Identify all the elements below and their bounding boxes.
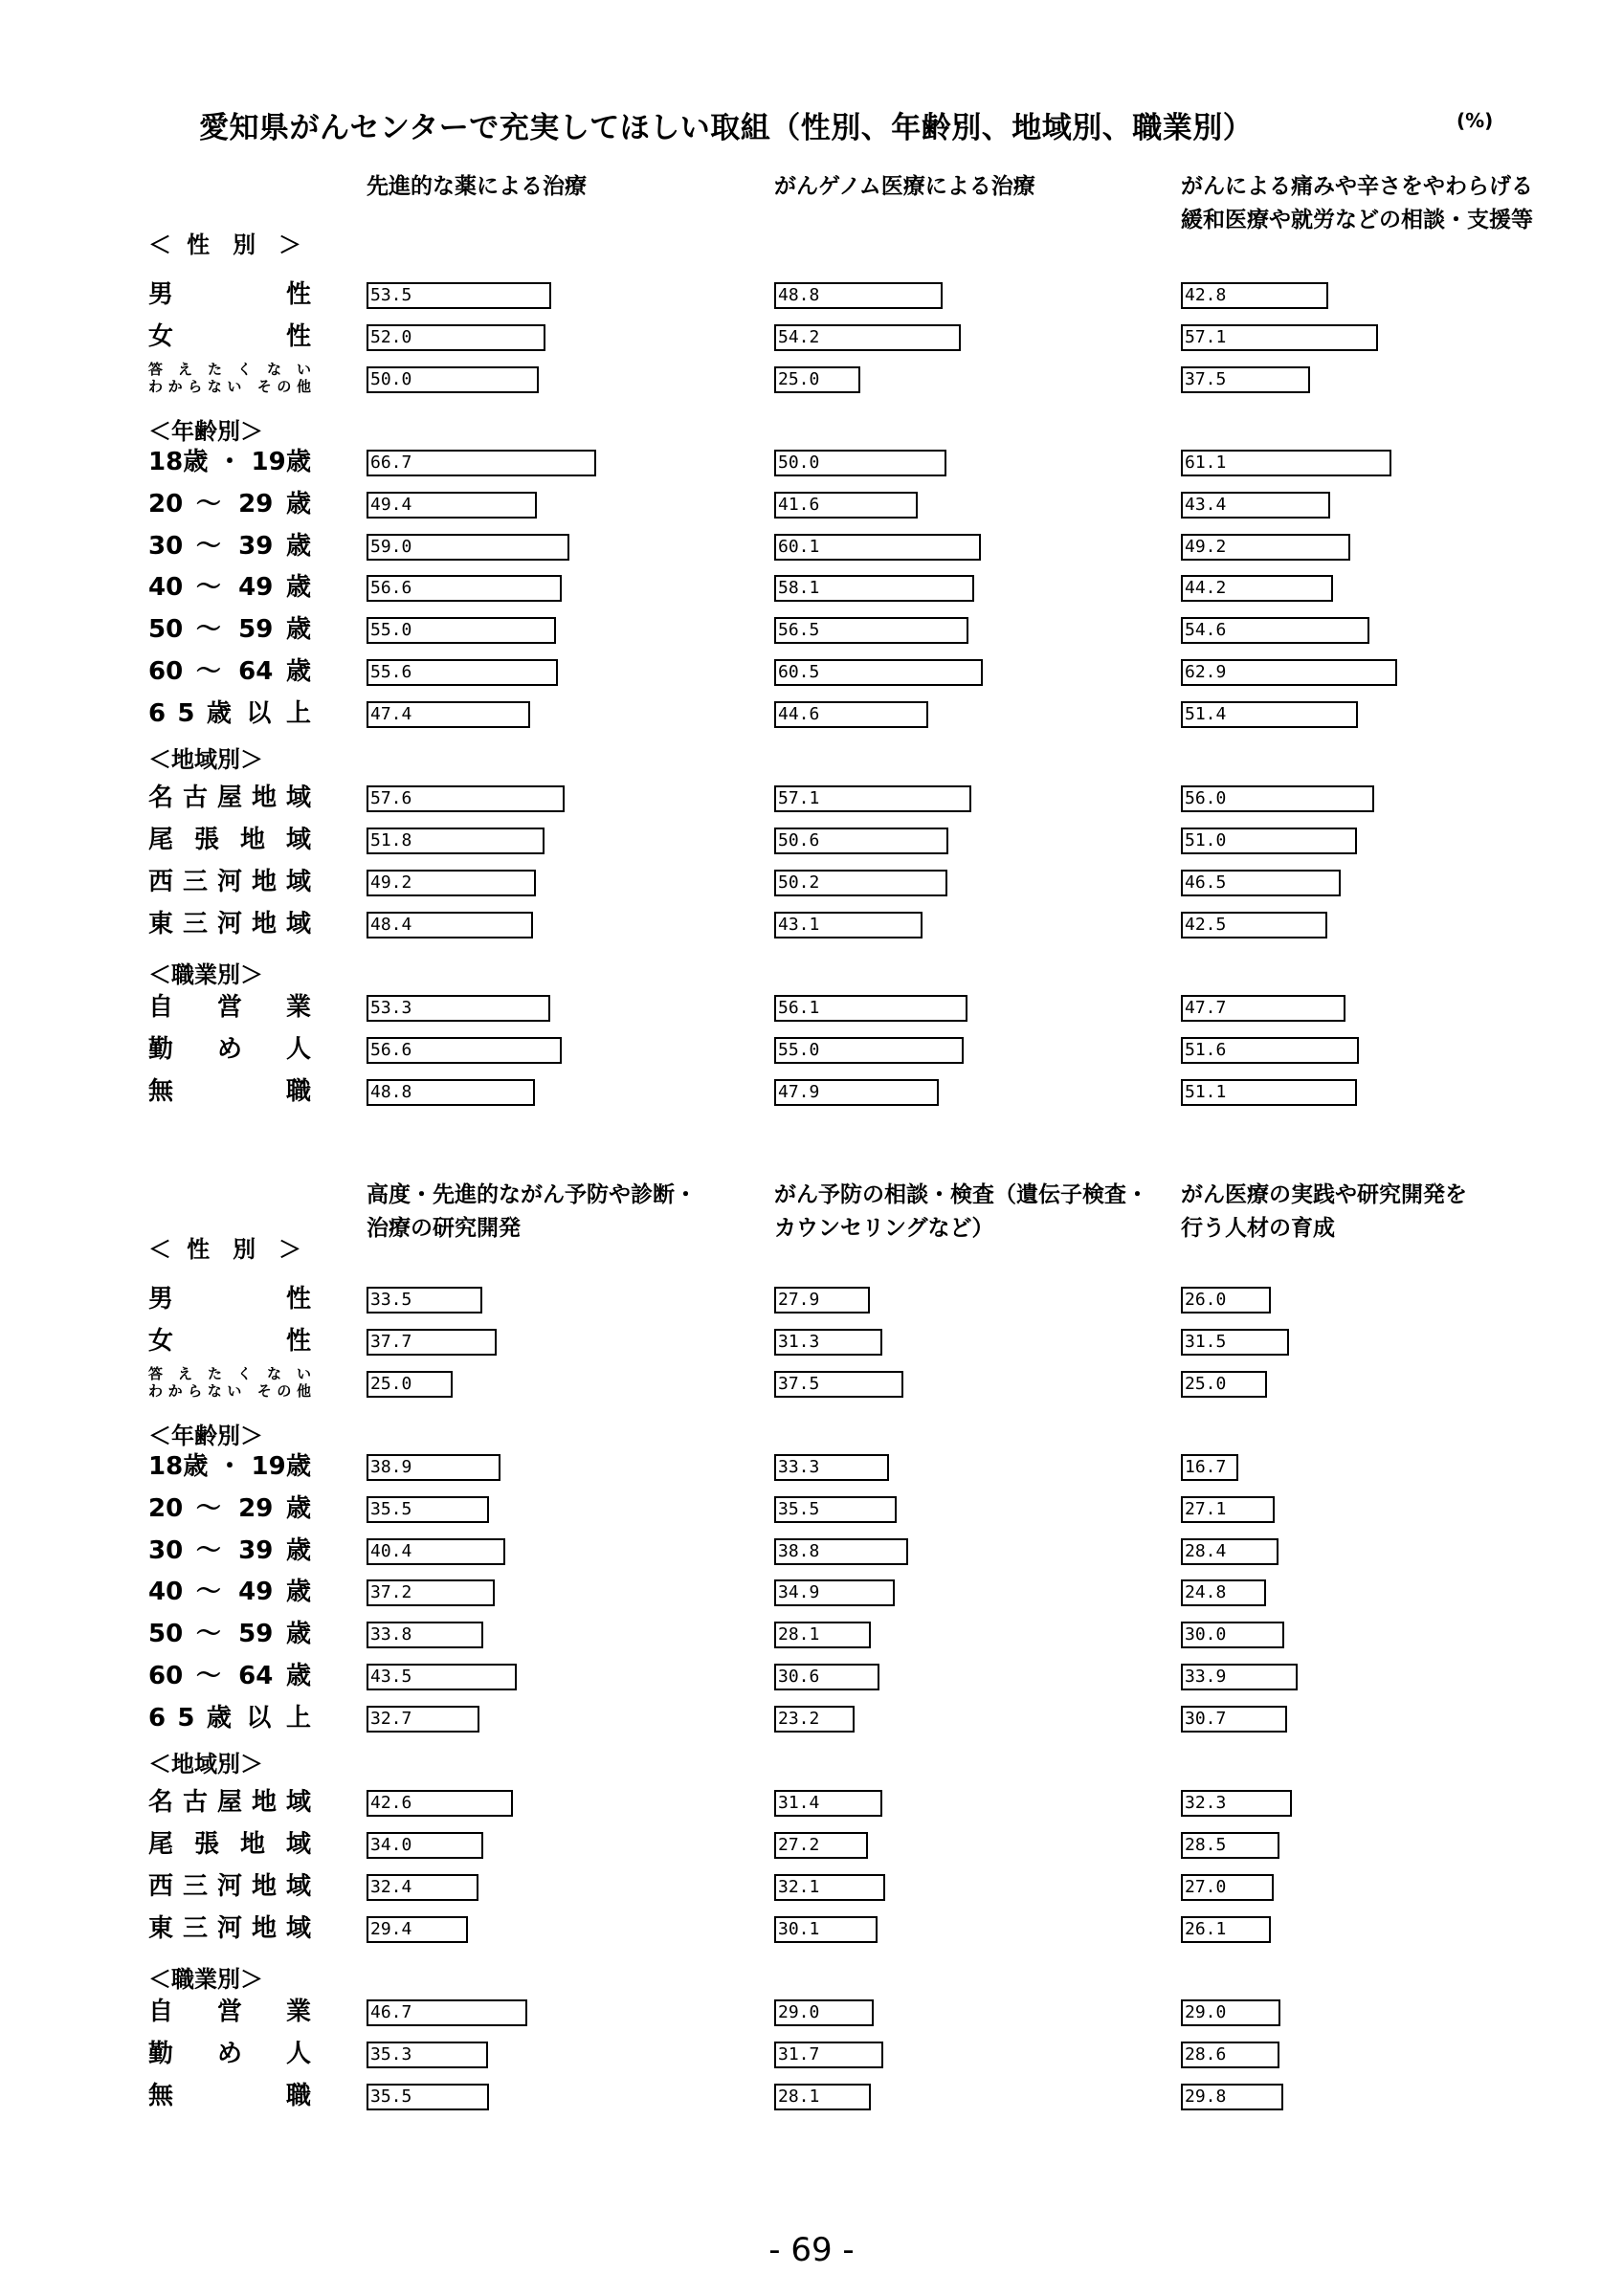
bar — [774, 1790, 882, 1817]
bar — [367, 701, 530, 728]
bar — [367, 2042, 488, 2068]
bar-value-label: 48.8 — [778, 285, 820, 305]
bar-value-label: 43.5 — [370, 1667, 412, 1687]
chart-title: がんによる痛みや辛さをやわらげる 緩和医療や就労などの相談・支援等 — [1181, 174, 1533, 232]
bar-value-label: 27.1 — [1185, 1499, 1227, 1519]
bar-value-label: 42.6 — [370, 1793, 412, 1813]
bar — [367, 1371, 453, 1398]
bar — [367, 870, 536, 896]
bar-value-label: 38.9 — [370, 1457, 412, 1477]
row-label: 40 ～ 49 歳 — [148, 1578, 311, 1606]
bar — [774, 1916, 878, 1943]
bar-value-label: 33.9 — [1185, 1667, 1227, 1687]
bar-value-label: 27.0 — [1185, 1877, 1227, 1897]
group-header: ＜地域別＞ — [148, 1751, 263, 1777]
bar — [774, 1454, 889, 1481]
bar — [774, 450, 946, 476]
bar — [774, 1079, 939, 1106]
bar-value-label: 25.0 — [778, 369, 820, 389]
bar — [367, 575, 562, 602]
bar — [1181, 1538, 1278, 1565]
bar-value-label: 56.6 — [370, 1040, 412, 1060]
bar-value-label: 55.0 — [370, 620, 412, 640]
bar — [1181, 1329, 1289, 1356]
row-label: 18歳 ・ 19歳 — [148, 1452, 311, 1481]
bar — [1181, 366, 1310, 393]
bar — [774, 785, 971, 812]
bar — [367, 659, 558, 686]
bar — [1181, 912, 1327, 938]
bar-value-label: 53.5 — [370, 285, 412, 305]
bar-value-label: 50.2 — [778, 872, 820, 893]
bar-value-label: 29.0 — [778, 2002, 820, 2022]
bar — [1181, 1664, 1298, 1690]
bar — [1181, 995, 1345, 1022]
bar-value-label: 47.7 — [1185, 998, 1227, 1018]
bar — [367, 366, 539, 393]
bar-value-label: 34.9 — [778, 1582, 820, 1602]
bar-value-label: 54.2 — [778, 327, 820, 347]
bar-value-label: 53.3 — [370, 998, 412, 1018]
bar — [367, 995, 550, 1022]
bar-value-label: 57.1 — [1185, 327, 1227, 347]
bar — [367, 912, 533, 938]
page-number: - 69 - — [768, 2231, 855, 2269]
bar — [1181, 1371, 1267, 1398]
row-label: 自 営 業 — [148, 1998, 311, 2026]
bar-value-label: 32.3 — [1185, 1793, 1227, 1813]
row-label: 勤 め 人 — [148, 2040, 311, 2068]
bar — [367, 1790, 513, 1817]
bar-value-label: 37.5 — [1185, 369, 1227, 389]
bar-value-label: 33.5 — [370, 1290, 412, 1310]
bar — [367, 492, 537, 519]
bar — [1181, 1706, 1287, 1733]
bar — [1181, 1832, 1279, 1859]
bar-value-label: 26.1 — [1185, 1919, 1227, 1939]
bar-value-label: 35.5 — [778, 1499, 820, 1519]
bar-value-label: 44.6 — [778, 704, 820, 724]
bar — [1181, 2084, 1283, 2110]
bar-value-label: 43.1 — [778, 915, 820, 935]
bar-value-label: 61.1 — [1185, 453, 1227, 473]
row-label: 名古屋地域 — [148, 784, 311, 812]
bar — [367, 1999, 527, 2026]
group-header: ＜職業別＞ — [148, 1966, 263, 1993]
bar-value-label: 40.4 — [370, 1541, 412, 1561]
bar-value-label: 23.2 — [778, 1709, 820, 1729]
bar — [367, 1579, 495, 1606]
row-label: 西三河地域 — [148, 1872, 311, 1901]
bar-value-label: 44.2 — [1185, 578, 1227, 598]
bar — [367, 1664, 517, 1690]
bar — [1181, 1037, 1359, 1064]
bar-value-label: 51.6 — [1185, 1040, 1227, 1060]
row-label: 男 性 — [148, 1285, 311, 1314]
bar — [1181, 450, 1391, 476]
group-header: ＜ 性 別 ＞ — [148, 232, 301, 258]
bar-value-label: 28.5 — [1185, 1835, 1227, 1855]
bar — [367, 2084, 489, 2110]
bar — [774, 1999, 874, 2026]
row-label: 答 え た く な い わからない その他 — [148, 361, 311, 395]
bar-value-label: 59.0 — [370, 537, 412, 557]
bar-value-label: 56.1 — [778, 998, 820, 1018]
bar — [774, 995, 967, 1022]
bar-value-label: 62.9 — [1185, 662, 1227, 682]
bar-value-label: 55.0 — [778, 1040, 820, 1060]
bar — [1181, 1999, 1280, 2026]
bar-value-label: 57.6 — [370, 788, 412, 808]
bar-value-label: 41.6 — [778, 495, 820, 515]
page-title: 愛知県がんセンターで充実してほしい取組（性別、年齢別、地域別、職業別） — [199, 111, 1254, 145]
bar-value-label: 56.0 — [1185, 788, 1227, 808]
bar-value-label: 49.2 — [1185, 537, 1227, 557]
group-header: ＜地域別＞ — [148, 746, 263, 773]
row-label: 東三河地域 — [148, 910, 311, 938]
row-label: 50 ～ 59 歳 — [148, 1620, 311, 1648]
bar — [1181, 324, 1378, 351]
row-label: 女 性 — [148, 1327, 311, 1356]
bar-value-label: 58.1 — [778, 578, 820, 598]
bar — [774, 828, 948, 854]
bar — [774, 1538, 908, 1565]
bar — [1181, 2042, 1279, 2068]
bar-value-label: 35.5 — [370, 1499, 412, 1519]
bar-value-label: 37.5 — [778, 1374, 820, 1394]
bar — [367, 1832, 483, 1859]
bar — [1181, 659, 1397, 686]
bar-value-label: 28.1 — [778, 1624, 820, 1645]
bar-value-label: 25.0 — [1185, 1374, 1227, 1394]
bar — [367, 534, 569, 561]
bar-value-label: 28.4 — [1185, 1541, 1227, 1561]
row-label: 自 営 業 — [148, 993, 311, 1022]
bar-value-label: 32.1 — [778, 1877, 820, 1897]
bar — [1181, 701, 1358, 728]
bar — [774, 1496, 897, 1523]
bar-value-label: 55.6 — [370, 662, 412, 682]
group-header: ＜年齢別＞ — [148, 418, 263, 445]
bar — [1181, 1287, 1271, 1314]
row-label: 6 5 歳 以 上 — [148, 699, 311, 728]
group-header: ＜ 性 別 ＞ — [148, 1236, 301, 1263]
bar — [774, 324, 961, 351]
bar-value-label: 43.4 — [1185, 495, 1227, 515]
bar-value-label: 51.0 — [1185, 830, 1227, 850]
bar-value-label: 28.1 — [778, 2086, 820, 2107]
bar — [774, 1706, 855, 1733]
bar — [774, 912, 923, 938]
bar-value-label: 30.1 — [778, 1919, 820, 1939]
chart-title: がん医療の実践や研究開発を 行う人材の育成 — [1181, 1182, 1467, 1241]
bar — [367, 617, 556, 644]
bar — [774, 870, 947, 896]
bar — [367, 828, 545, 854]
row-label: 尾 張 地 域 — [148, 826, 311, 854]
row-label: 40 ～ 49 歳 — [148, 573, 311, 602]
row-label: 尾 張 地 域 — [148, 1830, 311, 1859]
bar — [774, 659, 983, 686]
bar-value-label: 37.7 — [370, 1332, 412, 1352]
row-label: 18歳 ・ 19歳 — [148, 448, 311, 476]
row-label: 60 ～ 64 歳 — [148, 1662, 311, 1690]
bar-value-label: 32.4 — [370, 1877, 412, 1897]
bar-value-label: 50.0 — [370, 369, 412, 389]
bar-value-label: 16.7 — [1185, 1457, 1227, 1477]
chart-title: 高度・先進的ながん予防や診断・ 治療の研究開発 — [367, 1182, 697, 1241]
unit-label: (%) — [1456, 109, 1494, 132]
bar-value-label: 27.9 — [778, 1290, 820, 1310]
bar — [367, 1874, 478, 1901]
row-label: 20 ～ 29 歳 — [148, 490, 311, 519]
row-label: 30 ～ 39 歳 — [148, 532, 311, 561]
row-label: 男 性 — [148, 280, 311, 309]
bar-value-label: 56.6 — [370, 578, 412, 598]
bar-value-label: 28.6 — [1185, 2044, 1227, 2064]
bar-value-label: 50.6 — [778, 830, 820, 850]
bar-value-label: 31.3 — [778, 1332, 820, 1352]
bar — [774, 1579, 895, 1606]
bar-value-label: 31.4 — [778, 1793, 820, 1813]
row-label: 50 ～ 59 歳 — [148, 615, 311, 644]
bar — [1181, 1079, 1357, 1106]
bar-value-label: 30.6 — [778, 1667, 820, 1687]
chart-title: がんゲノム医療による治療 — [774, 174, 1035, 199]
bar — [1181, 1790, 1292, 1817]
bar — [774, 1874, 885, 1901]
bar-value-label: 30.7 — [1185, 1709, 1227, 1729]
bar — [774, 1329, 882, 1356]
bar-value-label: 27.2 — [778, 1835, 820, 1855]
row-label: 答 え た く な い わからない その他 — [148, 1365, 311, 1400]
bar — [1181, 828, 1357, 854]
bar — [367, 1496, 489, 1523]
bar-value-label: 54.6 — [1185, 620, 1227, 640]
row-label: 60 ～ 64 歳 — [148, 657, 311, 686]
bar — [367, 1538, 505, 1565]
bar-value-label: 46.5 — [1185, 872, 1227, 893]
bar-value-label: 35.5 — [370, 2086, 412, 2107]
bar — [1181, 534, 1350, 561]
bar-value-label: 48.8 — [370, 1082, 412, 1102]
bar-value-label: 52.0 — [370, 327, 412, 347]
bar — [1181, 1454, 1238, 1481]
bar — [774, 534, 981, 561]
bar-value-label: 29.4 — [370, 1919, 412, 1939]
row-label: 女 性 — [148, 322, 311, 351]
bar — [1181, 617, 1369, 644]
bar-value-label: 31.5 — [1185, 1332, 1227, 1352]
bar — [774, 701, 928, 728]
bar-value-label: 42.8 — [1185, 285, 1227, 305]
bar-value-label: 33.3 — [778, 1457, 820, 1477]
bar — [367, 1287, 482, 1314]
bar-value-label: 47.4 — [370, 704, 412, 724]
bar — [367, 1916, 468, 1943]
bar — [1181, 785, 1374, 812]
bar-value-label: 42.5 — [1185, 915, 1227, 935]
bar — [774, 1622, 871, 1648]
row-label: 6 5 歳 以 上 — [148, 1704, 311, 1733]
bar — [1181, 1874, 1274, 1901]
row-label: 20 ～ 29 歳 — [148, 1494, 311, 1523]
row-label: 西三河地域 — [148, 868, 311, 896]
bar — [774, 575, 974, 602]
bar — [367, 1329, 497, 1356]
bar — [1181, 492, 1330, 519]
bar — [1181, 1916, 1271, 1943]
row-label: 勤 め 人 — [148, 1035, 311, 1064]
bar-value-label: 33.8 — [370, 1624, 412, 1645]
bar-value-label: 35.3 — [370, 2044, 412, 2064]
bar — [774, 617, 968, 644]
bar — [774, 282, 943, 309]
bar — [1181, 1496, 1275, 1523]
bar-value-label: 66.7 — [370, 453, 412, 473]
bar — [367, 1037, 562, 1064]
bar-value-label: 51.1 — [1185, 1082, 1227, 1102]
bar-value-label: 56.5 — [778, 620, 820, 640]
bar-value-label: 57.1 — [778, 788, 820, 808]
bar — [774, 2042, 883, 2068]
bar-value-label: 48.4 — [370, 915, 412, 935]
bar-value-label: 32.7 — [370, 1709, 412, 1729]
bar — [1181, 1579, 1266, 1606]
group-header: ＜職業別＞ — [148, 961, 263, 988]
bar — [367, 785, 565, 812]
bar-value-label: 30.0 — [1185, 1624, 1227, 1645]
bar-value-label: 46.7 — [370, 2002, 412, 2022]
bar-value-label: 38.8 — [778, 1541, 820, 1561]
bar — [1181, 870, 1341, 896]
bar — [367, 282, 551, 309]
bar — [367, 450, 596, 476]
bar-value-label: 24.8 — [1185, 1582, 1227, 1602]
chart-title: がん予防の相談・検査（遺伝子検査・ カウンセリングなど） — [774, 1182, 1148, 1241]
bar — [774, 1037, 964, 1064]
bar — [774, 1371, 903, 1398]
bar-value-label: 60.5 — [778, 662, 820, 682]
bar-value-label: 49.2 — [370, 872, 412, 893]
bar-value-label: 50.0 — [778, 453, 820, 473]
bar — [774, 2084, 871, 2110]
row-label: 無 職 — [148, 1077, 311, 1106]
bar — [367, 1079, 535, 1106]
bar-value-label: 51.8 — [370, 830, 412, 850]
bar-value-label: 51.4 — [1185, 704, 1227, 724]
bar — [367, 1706, 479, 1733]
chart-title: 先進的な薬による治療 — [367, 174, 587, 199]
bar-value-label: 49.4 — [370, 495, 412, 515]
row-label: 東三河地域 — [148, 1914, 311, 1943]
bar — [1181, 575, 1333, 602]
bar — [774, 1664, 879, 1690]
bar-value-label: 47.9 — [778, 1082, 820, 1102]
bar-value-label: 26.0 — [1185, 1290, 1227, 1310]
bar — [367, 1454, 500, 1481]
row-label: 30 ～ 39 歳 — [148, 1536, 311, 1565]
bar — [774, 492, 918, 519]
bar — [774, 1287, 870, 1314]
bar-value-label: 37.2 — [370, 1582, 412, 1602]
bar — [774, 366, 860, 393]
bar-value-label: 29.0 — [1185, 2002, 1227, 2022]
bar-value-label: 25.0 — [370, 1374, 412, 1394]
group-header: ＜年齢別＞ — [148, 1423, 263, 1449]
bar-value-label: 31.7 — [778, 2044, 820, 2064]
row-label: 無 職 — [148, 2082, 311, 2110]
bar-value-label: 29.8 — [1185, 2086, 1227, 2107]
row-label: 名古屋地域 — [148, 1788, 311, 1817]
bar-value-label: 60.1 — [778, 537, 820, 557]
bar — [367, 324, 545, 351]
bar — [367, 1622, 483, 1648]
bar — [1181, 282, 1328, 309]
bar — [774, 1832, 868, 1859]
bar-value-label: 34.0 — [370, 1835, 412, 1855]
bar — [1181, 1622, 1284, 1648]
